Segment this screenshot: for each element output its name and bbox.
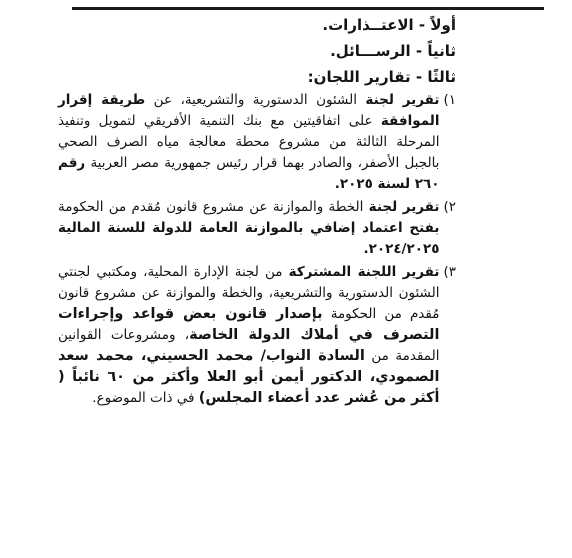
item-text — [58, 262, 439, 409]
heading-messages: ثانياً - الرســـائل. — [330, 42, 456, 60]
item-text-part: من لجنة الإدارة المحلية، ومكتبي لجنتي الشئون الدستورية والتشريعية، والخطة والموازنة عن مشروع قانون مُقدم من الحكومة — [58, 264, 440, 322]
heading-committee-reports: ثالثًا - تقارير اللجان: — [307, 68, 456, 86]
item-bold-part: بإصدار قانون بعض قواعد وإجراءات التصرف في أملاك الدولة الخاصة — [58, 306, 440, 343]
agenda-item-1 — [58, 90, 456, 195]
item-bold-part: رقم ٢٦٠ لسنة ٢٠٢٥. — [58, 155, 440, 192]
top-rule-divider — [72, 7, 544, 10]
item-text — [58, 197, 439, 260]
item-bold-lead: تقرير لجنة — [368, 199, 440, 215]
heading-apologies: أولاً - الاعتــذارات. — [322, 16, 456, 34]
item-bold-part: طريقة إقرار الموافقة — [58, 92, 440, 129]
item-number: ٣) — [443, 264, 456, 280]
agenda-item-2 — [58, 197, 456, 260]
item-text-part: على اتفاقيتين مع بنك التنمية الأفريقي لتمويل وتنفيذ المرحلة الثالثة من مشروع محطة معالجة مياه الصرف الصحي بالجبل الأصفر، والصادر بهما قرار رئيس جمهورية مصر العربية — [58, 113, 440, 171]
item-bold-part: السادة النواب/ محمد الحسيني، محمد سعد الصمودي، الدكتور أيمن أبو العلا وأكثر من ٦٠ نائباً ( أكثر من عُشر عدد أعضاء المجلس) — [58, 348, 440, 406]
agenda-item-3 — [58, 262, 456, 409]
item-number: ١) — [443, 92, 456, 108]
item-bold-part: بفتح اعتماد إضافي بالموازنة العامة للدولة للسنة المالية ٢٠٢٤/٢٠٢٥. — [58, 220, 440, 257]
item-text — [58, 90, 439, 195]
item-text-part: الخطة والموازنة عن مشروع قانون مُقدم من الحكومة — [58, 199, 369, 215]
agenda-document — [58, 12, 456, 409]
item-bold-lead: تقرير لجنة — [365, 92, 440, 108]
item-number: ٢) — [443, 199, 456, 215]
item-bold-lead: تقرير اللجنة المشتركة — [288, 264, 440, 280]
item-text-part: ، ومشروعات القوانين المقدمة من — [58, 327, 440, 364]
item-tail: في ذات الموضوع. — [92, 390, 199, 406]
item-text-part: الشئون الدستورية والتشريعية، عن — [145, 92, 366, 108]
